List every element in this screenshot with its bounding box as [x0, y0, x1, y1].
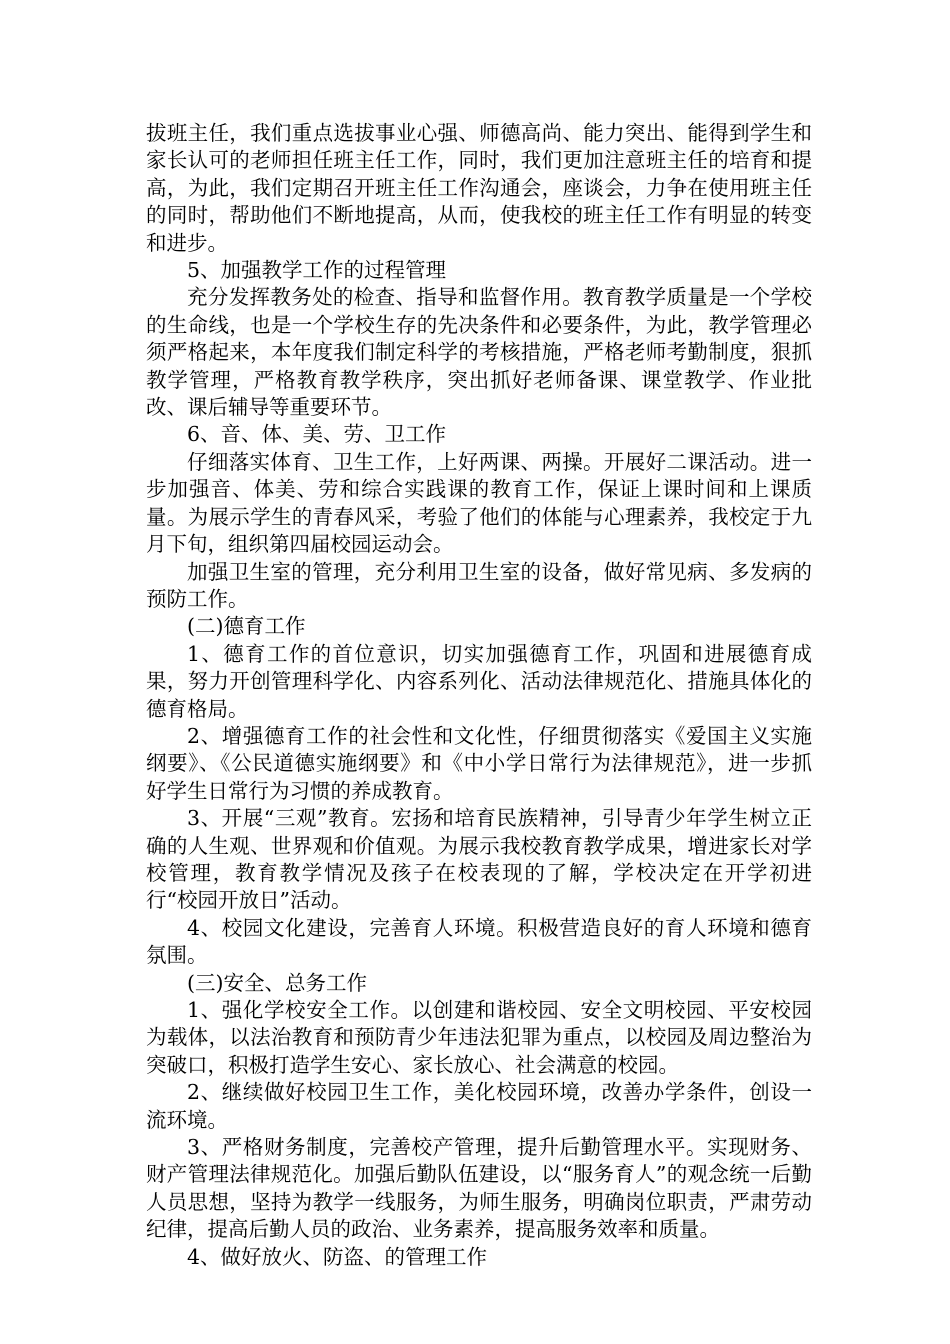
paragraph: 仔细落实体育、卫生工作，上好两课、两操。开展好二课活动。进一步加强音、体美、劳和综合实践课的教育工作，保证上课时间和上课质量。为展示学生的青春风采，考验了他们的体能与心理素养，我校定于九月下旬，组织第四届校园运动会。 — [146, 449, 812, 557]
section-heading: 6、音、体、美、劳、卫工作 — [187, 422, 447, 447]
section-heading: 5、加强教学工作的过程管理 — [187, 258, 447, 283]
paragraph: 拔班主任，我们重点选拔事业心强、师德高尚、能力突出、能得到学生和家长认可的老师担任班主任工作，同时，我们更加注意班主任的培育和提高，为此，我们定期召开班主任工作沟通会，座谈会，力争在使用班主任的同时，帮助他们不断地提高，从而，使我校的班主任工作有明显的转变和进步。 — [146, 121, 812, 255]
section-heading: (三)安全、总务工作 — [187, 970, 367, 995]
section-heading: (二)德育工作 — [187, 614, 306, 639]
paragraph: 3、严格财务制度，完善校产管理，提升后勤管理水平。实现财务、财产管理法律规范化。加强后勤队伍建设，以“服务育人”的观念统一后勤人员思想，坚持为教学一线服务，为师生服务，明确岗位职责，严肃劳动纪律，提高后勤人员的政治、业务素养，提高服务效率和质量。 — [146, 1135, 812, 1242]
paragraph: 4、校园文化建设，完善育人环境。积极营造良好的育人环境和德育氛围。 — [146, 915, 812, 968]
paragraph: 3、开展“三观”教育。宏扬和培育民族精神，引导青少年学生树立正确的人生观、世界观和价值观。为展示我校教育教学成果，增进家长对学校管理，教育教学情况及孩子在校表现的了解，学校决定在开学初进行“校园开放日”活动。 — [146, 806, 812, 913]
paragraph: 加强卫生室的管理，充分利用卫生室的设备，做好常见病、多发病的预防工作。 — [146, 559, 812, 611]
paragraph: 1、强化学校安全工作。以创建和谐校园、安全文明校园、平安校园为载体，以法治教育和预防青少年违法犯罪为重点，以校园及周边整治为突破口，积极打造学生安心、家长放心、社会满意的校园。 — [146, 998, 812, 1077]
paragraph: 充分发挥教务处的检查、指导和监督作用。教育教学质量是一个学校的生命线，也是一个学校生存的先决条件和必要条件，为此，教学管理必须严格起来，本年度我们制定科学的考核措施，严格老师考勤制度，狠抓教学管理，严格教育教学秩序，突出抓好老师备课、课堂教学、作业批改、课后辅导等重要环节。 — [146, 285, 812, 420]
paragraph: 4、做好放火、防盗、的管理工作 — [187, 1244, 488, 1269]
paragraph: 2、增强德育工作的社会性和文化性，仔细贯彻落实《爱国主义实施纲要》、《公民道德实施纲要》和《中小学日常行为法律规范》，进一步抓好学生日常行为习惯的养成教育。 — [146, 723, 812, 803]
paragraph: 2、继续做好校园卫生工作，美化校园环境，改善办学条件，创设一流环境。 — [146, 1080, 812, 1132]
document-page — [146, 120, 812, 1271]
paragraph: 1、德育工作的首位意识，切实加强德育工作，巩固和进展德育成果，努力开创管理科学化、内容系列化、活动法律规范化、措施具体化的德育格局。 — [146, 641, 812, 721]
